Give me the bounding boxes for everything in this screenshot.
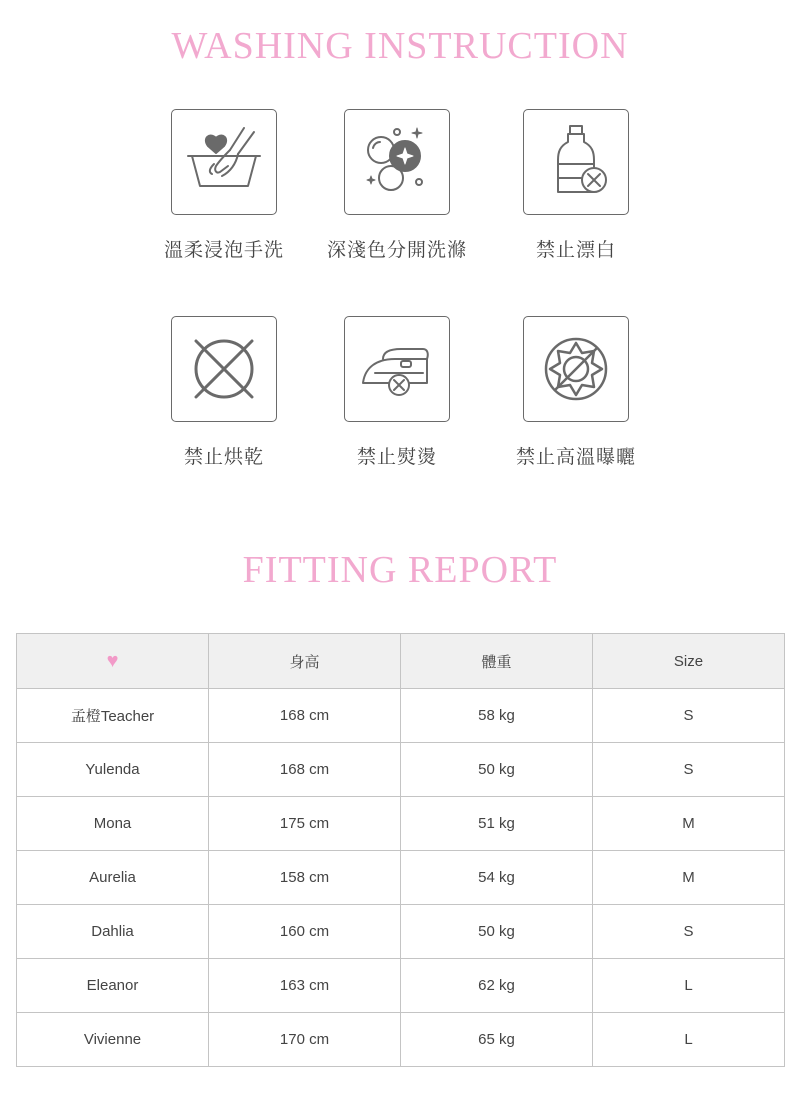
care-item-no-sun-dry [476,316,676,469]
cell-size: L [593,1013,785,1067]
separate-colors-icon [344,109,450,215]
heart-icon-glyph: ♥ [106,649,119,672]
fitting-table [16,633,785,1067]
cell-weight: 58 kg [401,689,593,743]
cell-height: 158 cm [209,851,401,905]
cell-name: Mona [17,797,209,851]
cell-weight: 62 kg [401,959,593,1013]
cell-name: Yulenda [17,743,209,797]
cell-weight: 54 kg [401,851,593,905]
cell-name: Dahlia [17,905,209,959]
no-iron-icon [344,316,450,422]
cell-weight: 51 kg [401,797,593,851]
no-sun-dry-icon [523,316,629,422]
table-row [17,851,785,905]
care-label-no-iron: 禁止熨燙 [356,447,437,468]
cell-name: 孟橙Teacher [17,689,209,743]
care-item-separate-colors [297,109,497,262]
cell-size: M [593,851,785,905]
cell-name: Vivienne [17,1013,209,1067]
table-row [17,905,785,959]
care-item-hand-wash [124,109,324,262]
care-label-no-bleach: 禁止漂白 [535,240,616,261]
cell-name: Aurelia [17,851,209,905]
cell-size: L [593,959,785,1013]
hand-wash-icon [171,109,277,215]
heart-icon [17,634,209,689]
header-size: Size [593,634,785,689]
table-row [17,689,785,743]
care-label-no-sun-dry: 禁止高溫曝曬 [515,447,636,468]
table-row [17,959,785,1013]
cell-name: Eleanor [17,959,209,1013]
cell-height: 170 cm [209,1013,401,1067]
cell-size: S [593,689,785,743]
cell-height: 163 cm [209,959,401,1013]
cell-size: S [593,905,785,959]
cell-height: 160 cm [209,905,401,959]
care-item-no-bleach [476,109,676,262]
header-weight: 體重 [401,634,593,689]
washing-instruction-title: WASHING INSTRUCTION [171,25,629,67]
no-bleach-icon [523,109,629,215]
fitting-report-title: FITTING REPORT [242,549,558,591]
cell-height: 168 cm [209,743,401,797]
no-tumble-dry-icon [171,316,277,422]
table-row [17,1013,785,1067]
table-header-row [17,634,785,689]
care-item-no-tumble-dry [124,316,324,469]
cell-weight: 50 kg [401,743,593,797]
table-row [17,797,785,851]
table-row [17,743,785,797]
cell-weight: 65 kg [401,1013,593,1067]
cell-size: M [593,797,785,851]
cell-height: 175 cm [209,797,401,851]
care-label-hand-wash: 溫柔浸泡手洗 [163,240,284,261]
care-item-no-iron [297,316,497,469]
cell-size: S [593,743,785,797]
cell-weight: 50 kg [401,905,593,959]
care-label-no-tumble-dry: 禁止烘乾 [183,447,264,468]
header-height: 身高 [209,634,401,689]
care-label-separate-colors: 深淺色分開洗滌 [326,240,467,261]
cell-height: 168 cm [209,689,401,743]
